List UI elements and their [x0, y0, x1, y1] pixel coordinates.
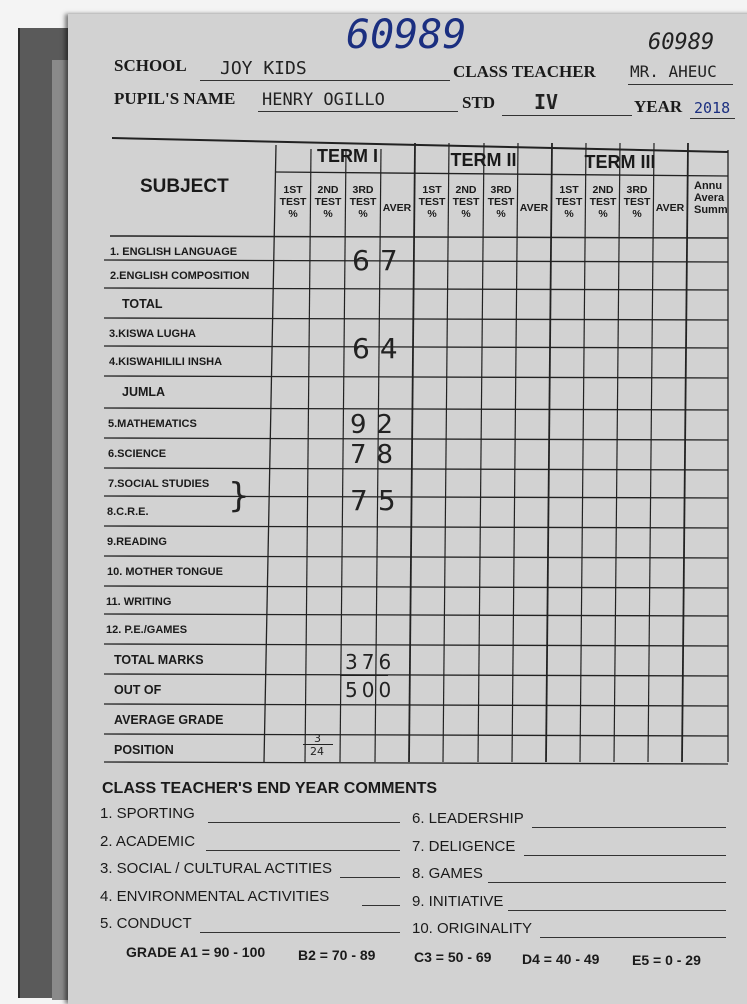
subject-row-label: 5.MATHEMATICS [108, 418, 197, 430]
comment-label-right: 7. DELIGENCE [412, 838, 516, 855]
comment-line-right[interactable] [508, 910, 726, 911]
column-header-text: TEST [452, 196, 480, 208]
grid-line [104, 376, 728, 378]
comment-label-left: 3. SOCIAL / CULTURAL ACTITIES [100, 860, 333, 877]
subject-row-label: 6.SCIENCE [108, 448, 167, 460]
column-header-text: TEST [349, 196, 377, 208]
comment-line-left[interactable] [340, 877, 400, 878]
comment-label-right: 8. GAMES [412, 865, 483, 882]
column-header [586, 184, 620, 220]
year-label: YEAR [634, 97, 683, 116]
grid-line [104, 468, 728, 470]
term-3-header: TERM III [584, 152, 656, 172]
mark-social-studies: 75 [350, 484, 406, 517]
grid-line [104, 704, 728, 706]
column-header-text: TEST [314, 196, 342, 208]
column-header [415, 184, 449, 220]
out-of-value: 500 [345, 678, 396, 702]
school-label: SCHOOL [114, 56, 187, 75]
class-teacher-value: MR. AHEUC [630, 62, 717, 81]
subject-row-label: 3.KISWA LUGHA [109, 328, 196, 340]
subject-row-label: JUMLA [122, 385, 166, 399]
grid-line [614, 143, 620, 762]
term-2-header: TERM II [450, 150, 517, 170]
std-value: IV [534, 90, 559, 114]
comment-line-left[interactable] [208, 822, 400, 823]
ref-number: 60989 [346, 12, 467, 58]
subject-row-label: 2.ENGLISH COMPOSITION [110, 270, 250, 282]
comment-label-left: 1. SPORTING [100, 805, 195, 822]
comment-line-right[interactable] [532, 827, 726, 828]
column-header [484, 184, 518, 220]
grid-line [512, 143, 518, 762]
column-header-text: % [598, 208, 608, 220]
comment-line-right[interactable] [540, 937, 726, 938]
comment-line-right[interactable] [524, 855, 726, 856]
mark-english: 67 [352, 244, 408, 277]
column-header [381, 202, 413, 214]
column-header-text: 2ND [592, 184, 614, 196]
grid-line [104, 674, 728, 676]
subject-row-label: 11. WRITING [106, 596, 172, 608]
column-header-text: TEST [487, 196, 515, 208]
column-header [654, 202, 686, 214]
column-header-text: 3RD [352, 184, 374, 196]
column-header [620, 184, 654, 220]
subject-row-label: 1. ENGLISH LANGUAGE [110, 246, 238, 258]
pupil-name-label: PUPIL'S NAME [114, 89, 236, 108]
subject-row-label: AVERAGE GRADE [114, 713, 224, 727]
comment-label-right: 6. LEADERSHIP [412, 810, 524, 827]
column-header [552, 184, 586, 220]
grid-line [104, 586, 728, 588]
subject-row-label: TOTAL [122, 297, 163, 311]
column-header-text: 2ND [455, 184, 477, 196]
column-header-text: % [461, 208, 471, 220]
pupil-name-value: HENRY OGILLO [262, 90, 385, 110]
column-header-text: TEST [418, 196, 446, 208]
grid-line [104, 408, 728, 410]
comment-label-right: 9. INITIATIVE [412, 893, 504, 910]
column-header-text: % [564, 208, 574, 220]
column-header [276, 184, 310, 220]
column-header-text: 3RD [626, 184, 648, 196]
grid-line [104, 346, 728, 348]
grid-line [104, 556, 728, 558]
grid-line [546, 143, 552, 762]
column-header-text: 1ST [422, 184, 442, 196]
comment-line-left[interactable] [200, 932, 400, 933]
grid-line [104, 614, 728, 616]
class-teacher-label: CLASS TEACHER [453, 62, 596, 81]
comment-label-left: 2. ACADEMIC [100, 833, 196, 850]
grid-line [104, 762, 728, 764]
grid-line [110, 236, 728, 238]
grid-line [104, 288, 728, 290]
column-header-text: 1ST [559, 184, 579, 196]
mark-science: 78 [350, 440, 404, 470]
grid-line [443, 143, 449, 762]
subject-row-label: 8.C.R.E. [107, 506, 149, 518]
grade-c3: C3 = 50 - 69 [414, 949, 492, 965]
column-header [518, 202, 550, 214]
grid-line [104, 318, 728, 320]
comment-label-left: 5. CONDUCT [100, 915, 192, 932]
grid-line [580, 143, 586, 762]
column-header-text: TEST [279, 196, 307, 208]
grid-line [104, 438, 728, 440]
column-header-text: AVER [519, 202, 549, 214]
position-denominator: 24 [310, 745, 324, 758]
subject-row-label: TOTAL MARKS [114, 653, 204, 667]
column-header-text: % [632, 208, 642, 220]
subject-row-label: OUT OF [114, 683, 162, 697]
grid-line [104, 260, 728, 262]
column-header-text: % [288, 208, 298, 220]
column-header-text: % [427, 208, 437, 220]
subject-row-label: 12. P.E./GAMES [106, 624, 188, 636]
term-1-header: TERM I [317, 146, 378, 166]
total-marks-value: 376 [345, 650, 396, 674]
mark-kiswahili: 64 [352, 332, 408, 365]
column-header-text: TEST [623, 196, 651, 208]
column-header-text: TEST [555, 196, 583, 208]
grid-line [409, 143, 415, 762]
year-value: 2018 [694, 99, 731, 117]
subject-row-label: 7.SOCIAL STUDIES [108, 478, 210, 490]
grid-line [648, 143, 654, 762]
grade-d4: D4 = 40 - 49 [522, 951, 600, 967]
comment-label-right: 10. ORIGINALITY [412, 920, 533, 937]
subject-header: SUBJECT [140, 176, 229, 197]
grid-line [682, 143, 688, 762]
column-header-text: % [358, 208, 368, 220]
brace-mark: } [228, 476, 250, 516]
grid-line [305, 149, 311, 762]
subject-row-label: 10. MOTHER TONGUE [107, 566, 223, 578]
grid-line [478, 143, 484, 762]
grid-line [104, 496, 728, 498]
grid-line [104, 644, 728, 646]
grade-a1: GRADE A1 = 90 - 100 [126, 944, 266, 960]
column-header [311, 184, 345, 220]
ref-number-corner: 60989 [648, 30, 715, 55]
position-numerator: 3 [314, 732, 321, 745]
subject-row-label: 4.KISWAHILILI INSHA [109, 356, 223, 368]
column-header-text: % [323, 208, 333, 220]
grade-b2: B2 = 70 - 89 [298, 947, 376, 963]
grid-line [104, 526, 728, 528]
comment-line-left[interactable] [206, 850, 400, 851]
comment-label-left: 4. ENVIRONMENTAL ACTIVITIES [100, 888, 330, 905]
column-header [449, 184, 483, 220]
comment-line-right[interactable] [488, 882, 726, 883]
column-header-text: % [496, 208, 506, 220]
fraction-line [340, 675, 388, 676]
subject-row-label: POSITION [114, 743, 174, 757]
std-label: STD [462, 93, 496, 112]
column-header-text: AVER [382, 202, 412, 214]
comments-title: CLASS TEACHER'S END YEAR COMMENTS [102, 780, 438, 797]
school-value: JOY KIDS [220, 58, 307, 79]
comment-line-left[interactable] [362, 905, 400, 906]
column-header-text: TEST [589, 196, 617, 208]
column-header-text: AVER [655, 202, 685, 214]
mark-mathematics: 92 [350, 410, 404, 440]
column-header-text: 3RD [490, 184, 512, 196]
subject-row-label: 9.READING [107, 536, 167, 548]
grid-line [264, 145, 276, 762]
grade-e5: E5 = 0 - 29 [632, 952, 701, 968]
annual-average-header: Annu Avera Summ [694, 180, 728, 216]
grid-line [104, 734, 728, 736]
column-header-text: 1ST [283, 184, 303, 196]
column-header [346, 184, 380, 220]
column-header-text: 2ND [317, 184, 339, 196]
